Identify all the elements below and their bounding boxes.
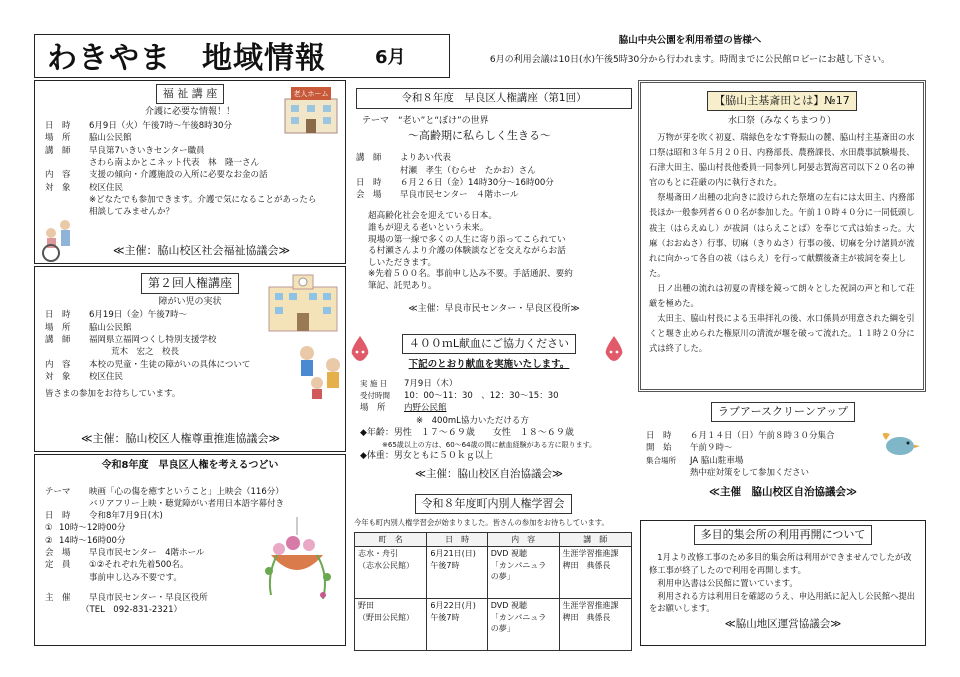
hall-title: 多目的集会所の利用再開について bbox=[694, 525, 873, 545]
notice-text: 6月の利用会議は10日(水)午後5時30分から行われます。時間までに公民館ロビーにお越し下さい。 bbox=[489, 54, 891, 65]
history-paragraph: 万物が芽を吹く初夏、瑞緑色をなす脊振山の麓、脇山村主基斎田の水口祭は昭和３年５月２０日、内務部長、農務課長、水田農事試験場長、石津大田主、脇山村長他委員一同参列し阿晏志賀海宮司以下２０名の神官のもとに荘厳の内に執行された。 bbox=[649, 131, 915, 188]
detail-row: 日 時 6月9日（火）午後7時～午後8時30分 bbox=[45, 120, 232, 131]
notice-box bbox=[454, 34, 926, 78]
rights2-note: 皆さまの参加をお待ちしています。 bbox=[45, 389, 181, 400]
children-illustration bbox=[289, 343, 353, 399]
header-title-box bbox=[34, 34, 450, 78]
table-row bbox=[355, 547, 632, 599]
body-line: ※先着５００名。事前申し込み不要。手話通訳、要約 bbox=[368, 269, 573, 280]
detail-row: バリアフリー上映・聴覚障がい者用日本語字幕付き bbox=[89, 498, 285, 509]
cell-lecturer: 生涯学習推進課 稗田 典係長 bbox=[559, 547, 631, 599]
hall-body bbox=[649, 551, 917, 615]
detail-row: 講 師 よりあい代表 bbox=[356, 153, 452, 164]
rights2-section bbox=[34, 266, 346, 452]
detail-row: 集合場所 JA 脇山駐車場 bbox=[646, 455, 744, 466]
blood-section bbox=[346, 334, 632, 490]
col-header: 内 容 bbox=[487, 532, 559, 547]
sawara-rights-section bbox=[34, 454, 346, 646]
welfare-sponsor: ≪主催：脇山校区社会福祉協議会≫ bbox=[113, 244, 291, 257]
history-paragraph: 太田主、脇山村長による玉串拝礼の後、水口係員が用意された綱を引くと堰き止められた権原川の清流が堰を破って流れた。１１時２０分に式は終了した。 bbox=[649, 313, 915, 354]
bird-illustration bbox=[876, 426, 922, 460]
notice-title: 脇山中央公園を利用希望の皆様へ bbox=[618, 35, 762, 46]
rights2-subtitle: 障がい児の実状 bbox=[158, 297, 222, 308]
detail-row: さわら南よかとこネット代表 林 隆一さん bbox=[89, 157, 260, 168]
cell-datetime: 6月22日(月) 午後7時 bbox=[427, 599, 487, 651]
sign-text: 老人ホーム bbox=[293, 90, 329, 98]
flower-basket-illustration bbox=[257, 515, 337, 601]
detail-row: 対 象 校区住民 bbox=[45, 372, 124, 382]
body-line: 筆記、託児あり。 bbox=[368, 281, 437, 292]
detail-row: 日 時 令和8年7月9日(木) bbox=[45, 511, 163, 522]
blood-note: ※ 400mL協力いただける方 bbox=[416, 415, 529, 426]
page-month: 6月 bbox=[375, 47, 406, 68]
detail-row: ※どなたでも参加できます。介護で気になることがあったら bbox=[89, 194, 317, 205]
cell-town: 志水・舟引 （志水公民館） bbox=[355, 547, 427, 599]
blood-details bbox=[360, 378, 632, 463]
table-header-row bbox=[355, 532, 632, 547]
detail-row: 場 所 内野公民館 bbox=[360, 403, 447, 414]
welfare-intro: 介護に必要な情報！！ bbox=[144, 106, 235, 117]
blood-title: ４００ｍL献血にご協力ください bbox=[402, 334, 576, 354]
blood-sponsor: ≪主催：脇山校区自治協議会≫ bbox=[415, 468, 563, 481]
detail-row: 講 師 福岡県立福岡つくし特別支援学校 bbox=[45, 335, 217, 346]
detail-row: 日 時 ６月１４日（日）午前８時３０分集合 bbox=[646, 430, 835, 441]
dowa-intro: 今年も町内別人権学習会が始まりました。皆さんの参加をお待ちしています。 bbox=[354, 517, 609, 527]
detail-row: 日 時 ６月２６日（金）14時30分～16時00分 bbox=[356, 177, 554, 188]
col-header: 講 師 bbox=[559, 532, 631, 547]
detail-row: 場 所 脇山公民館 bbox=[45, 133, 132, 144]
history-subtitle: 水口祭（みなくちまつり） bbox=[727, 115, 836, 126]
body-line: しいただきます。 bbox=[368, 257, 437, 268]
course1-title: 令和８年度 早良区人権講座（第1回） bbox=[356, 88, 632, 109]
detail-row: 内 容 支援の傾向・介護施設の入所に必要なお金の話 bbox=[45, 170, 268, 181]
welfare-section bbox=[34, 80, 346, 264]
detail-row: 場 所 脇山公民館 bbox=[45, 322, 132, 333]
detail-row: 熱中症対策をして参加ください bbox=[690, 467, 810, 478]
table-row bbox=[355, 599, 632, 651]
detail-row: 講 師 早良第7いきいきセンター職員 bbox=[45, 145, 205, 156]
blood-age-note: ※65歳以上の方は、60～64歳の間に献血経験がある方に限ります。 bbox=[382, 441, 597, 449]
col-header: 町 名 bbox=[355, 532, 427, 547]
cleanup-sponsor: ≪主催 脇山校区自治協議会≫ bbox=[709, 486, 857, 499]
rights2-title: 第２回人権講座 bbox=[141, 273, 239, 294]
wheelchair-illustration bbox=[39, 217, 79, 263]
course1-subtitle: ～高齢期に私らしく生きる～ bbox=[408, 129, 551, 143]
detail-row: 相談してみませんか？ bbox=[89, 207, 175, 218]
detail-row: ① 10時～12時00分 bbox=[45, 523, 126, 534]
rights2-sponsor: ≪主催：脇山校区人権尊重推進協議会≫ bbox=[81, 432, 281, 445]
school-illustration bbox=[263, 271, 343, 335]
course1-sponsor: ≪主催：早良市民センター・早良区役所≫ bbox=[408, 303, 580, 314]
detail-row: 村瀬 孝生（むらせ たかお）さん bbox=[400, 165, 536, 176]
hall-sponsor: ≪脇山地区運営協議会≫ bbox=[724, 618, 842, 631]
body-line: る村瀬さんより介護の体験談などを交えながらお話 bbox=[368, 246, 566, 257]
blood-drop-right-icon bbox=[602, 334, 626, 362]
blood-drop-left-icon bbox=[348, 334, 372, 362]
detail-row: 開 始 午前９時～ bbox=[646, 443, 733, 454]
body-line: 誰もが迎える老いという未来。 bbox=[368, 223, 489, 234]
hall-paragraph: 利用申込書は公民館に置いています。 bbox=[649, 577, 798, 588]
course1-body bbox=[368, 211, 632, 292]
history-section bbox=[638, 80, 926, 392]
sawara-rights-tel: （TEL 092-831-2321） bbox=[81, 605, 183, 616]
page-title: わきやま 地域情報 bbox=[47, 41, 326, 76]
cell-town: 野田 （野田公民館） bbox=[355, 599, 427, 651]
detail-row: 定 員 ①②それぞれ先着500名。 bbox=[45, 560, 189, 571]
history-paragraph: 祭場斎田ノ出種の北向きに設けられた祭壇の左右には太田主、内務部長ほか一般参列者６００名が参加した。午前１０時４０分に一同低頭し祓主（はらえぬし）が祓詞（はらえことば）を奉じて式は始まった。大麻（おおぬさ）行事、切麻（きりぬさ）行事の後、切麻を分け諸員が流れに向かって各自の祓（はらえ）を行って献饌後斎主が祓詞を奏上した。 bbox=[649, 192, 915, 278]
dowa-section bbox=[354, 494, 632, 654]
cell-datetime: 6月21日(日) 午後7時 bbox=[427, 547, 487, 599]
blood-subtitle: 下記のとおり献血を実施いたします。 bbox=[408, 358, 570, 370]
dowa-title: 令和８年度町内別人権学習会 bbox=[415, 494, 572, 514]
detail-row: 実 施 日 7月9日（木） bbox=[360, 378, 458, 389]
body-line: 超高齢化社会を迎えている日本。 bbox=[368, 211, 497, 222]
course1-theme: テーマ “老い”と“ぼけ”の世界 bbox=[362, 116, 489, 127]
sawara-rights-title: 令和8年度 早良区人権を考えるつどい bbox=[101, 460, 279, 471]
dowa-table bbox=[354, 532, 632, 652]
cell-content: DVD 視聴 「カンパニュラ の夢」 bbox=[487, 547, 559, 599]
cell-content: DVD 視聴 「カンパニュラ の夢」 bbox=[487, 599, 559, 651]
cleanup-title: ラブアースクリーンアップ bbox=[711, 402, 855, 422]
col-header: 日 時 bbox=[427, 532, 487, 547]
detail-row: 日 時 6月19日（金）午後7時～ bbox=[45, 310, 188, 321]
course1-details bbox=[356, 152, 632, 201]
hall-section bbox=[640, 520, 926, 646]
course1-section bbox=[356, 88, 632, 330]
detail-row: 会 場 早良市民センター 4階ホール bbox=[45, 548, 205, 559]
blood-weight: ◆体重：男女ともに５０ｋｇ以上 bbox=[360, 451, 493, 462]
hall-paragraph: 利用される方は利用日を確認のうえ、申込用紙に記入し公民館へ提出をお願いします。 bbox=[649, 590, 916, 614]
body-line: 現場の第一線で多くの人生に寄り添ってこられてい bbox=[368, 234, 566, 245]
history-title: 【脇山主基斎田とは】№17 bbox=[707, 91, 856, 111]
history-body bbox=[649, 130, 915, 356]
history-paragraph: 日ノ出種の流れは初夏の青様を鏡って朗々とした祝詞の声と和して荘厳を極めた。 bbox=[649, 282, 915, 309]
sawara-rights-host: 主 催 早良市民センター・早良区役所 bbox=[45, 593, 208, 603]
detail-row: 事前申し込み不要です。 bbox=[89, 572, 182, 583]
welfare-title: 福 祉 講 座 bbox=[156, 84, 225, 104]
cleanup-section bbox=[640, 398, 926, 516]
blood-age: ◆年齢：男性 １７～６９歳 女性 １８～６９歳 bbox=[360, 427, 574, 438]
cell-lecturer: 生涯学習推進課 稗田 典係長 bbox=[559, 599, 631, 651]
detail-row: 荒木 宏之 校長 bbox=[111, 347, 180, 358]
nursing-home-illustration bbox=[281, 85, 343, 135]
hall-paragraph: 1月より改修工事のため多目的集会所は利用ができませんでしたが改修工事が終了したので利用を再開します。 bbox=[649, 551, 912, 575]
detail-row: テーマ 映画「心の傷を癒すということ」上映会（116分） bbox=[45, 486, 284, 497]
detail-row: 対 象 校区住民 bbox=[45, 182, 124, 193]
detail-row: 会 場 早良市民センター ４階ホール bbox=[356, 190, 519, 201]
detail-row: 内 容 本校の児童・生徒の障がいの具体について bbox=[45, 359, 251, 370]
detail-row: 受付時間 10：00～11：30 、12：30～15：30 bbox=[360, 391, 559, 402]
detail-row: ② 14時～16時00分 bbox=[45, 535, 126, 546]
